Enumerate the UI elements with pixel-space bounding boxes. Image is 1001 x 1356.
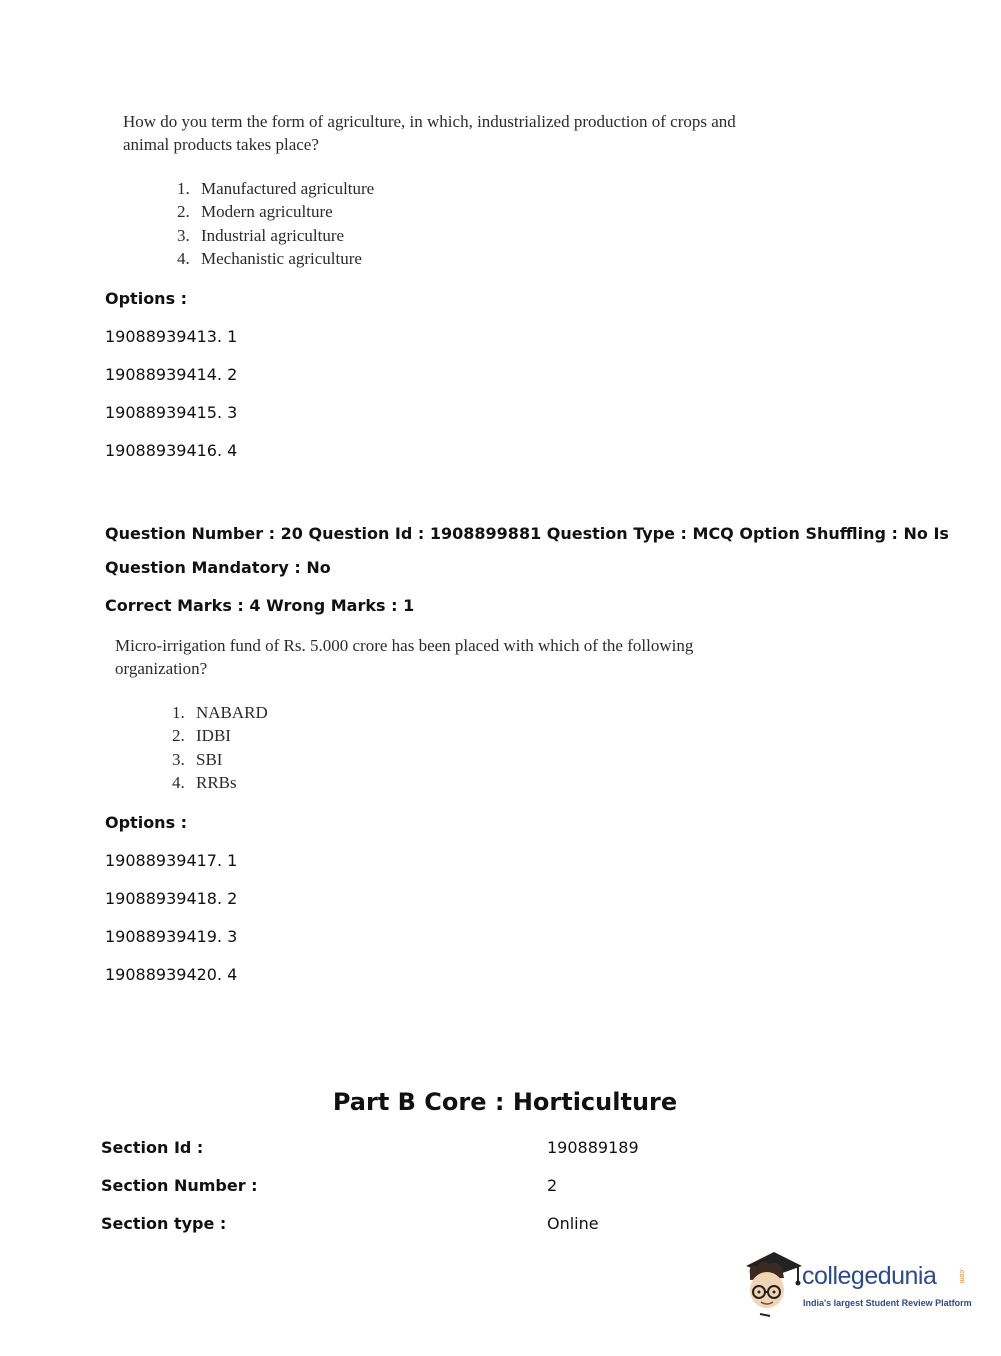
option-item: 19088939416. 4 bbox=[105, 441, 238, 460]
options-label: Options : bbox=[105, 289, 188, 308]
option-item: 19088939413. 1 bbox=[105, 327, 238, 346]
question-19-text bbox=[123, 110, 736, 156]
option-item: 19088939420. 4 bbox=[105, 965, 238, 984]
section-number-label: Section Number : bbox=[101, 1176, 258, 1195]
section-id-value: 190889189 bbox=[547, 1138, 639, 1157]
option-item: 19088939418. 2 bbox=[105, 889, 238, 908]
choice-item: 1. NABARD bbox=[172, 703, 268, 722]
option-item: 19088939415. 3 bbox=[105, 403, 238, 422]
collegedunia-logo bbox=[740, 1248, 970, 1318]
section-id-label: Section Id : bbox=[101, 1138, 204, 1157]
choice-item: 1. Manufactured agriculture bbox=[177, 179, 375, 198]
option-item: 19088939414. 2 bbox=[105, 365, 238, 384]
choice-item: 2. Modern agriculture bbox=[177, 202, 333, 222]
question-meta-line-2: Question Mandatory : No bbox=[105, 558, 331, 577]
option-item: 19088939417. 1 bbox=[105, 851, 238, 870]
logo-name: collegedunia bbox=[802, 1262, 937, 1290]
question-20-line-1: Micro-irrigation fund of Rs. 5.000 crore has been placed with which of the following bbox=[115, 636, 694, 655]
choice-item: 2. IDBI bbox=[172, 726, 231, 746]
question-19-choices bbox=[177, 177, 374, 270]
logo-suffix: .com bbox=[958, 1268, 965, 1284]
question-20-choices bbox=[172, 701, 268, 794]
choice-item: 3. Industrial agriculture bbox=[177, 225, 345, 245]
section-type-label: Section type : bbox=[101, 1214, 227, 1233]
question-19-line-2: animal products takes place? bbox=[123, 135, 319, 154]
choice-item: 4. Mechanistic agriculture bbox=[177, 248, 362, 268]
choice-item: 4. RRBs bbox=[172, 772, 237, 792]
question-20-line-2: organization? bbox=[115, 659, 208, 678]
options-label: Options : bbox=[105, 813, 188, 832]
question-19-line-1: How do you term the form of agriculture, in which, industrialized production of crops and bbox=[123, 112, 736, 131]
section-number-value: 2 bbox=[547, 1176, 558, 1195]
choice-item: 3. SBI bbox=[172, 749, 223, 769]
mascot-icon bbox=[740, 1248, 804, 1318]
question-marks: Correct Marks : 4 Wrong Marks : 1 bbox=[105, 596, 415, 615]
logo-tagline: India's largest Student Review Platform bbox=[803, 1298, 972, 1308]
question-meta-line-1: Question Number : 20 Question Id : 1908899881 Question Type : MCQ Option Shuffling : No Is bbox=[105, 524, 949, 543]
question-20-text bbox=[115, 634, 693, 680]
section-type-value: Online bbox=[547, 1214, 599, 1233]
option-item: 19088939419. 3 bbox=[105, 927, 238, 946]
part-title: Part B Core : Horticulture bbox=[332, 1088, 678, 1116]
